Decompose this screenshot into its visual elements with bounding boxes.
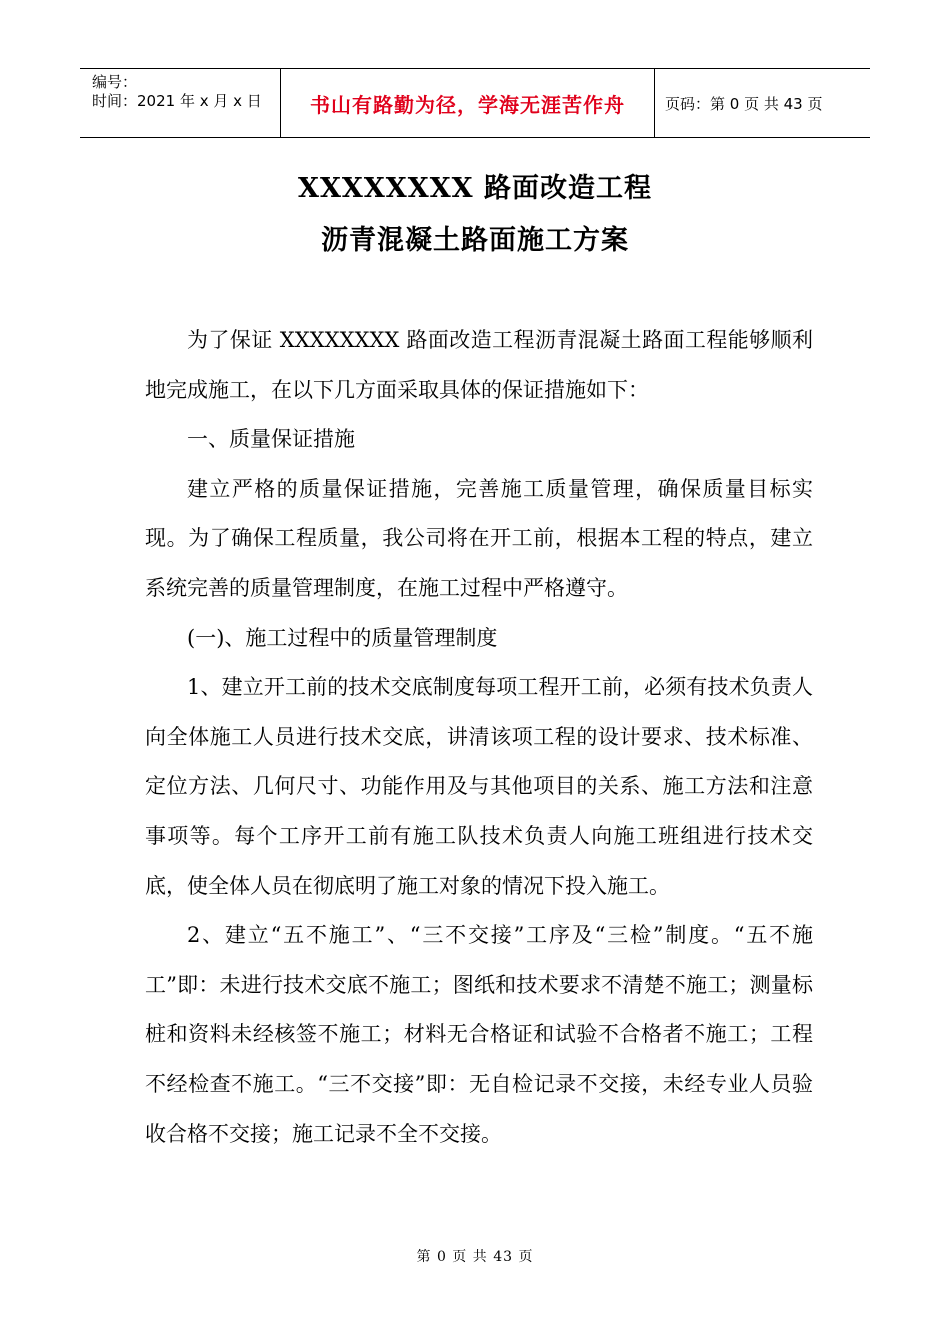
header-motto: 书山有路勤为径，学海无涯苦作舟 <box>310 92 625 117</box>
document-body <box>145 316 813 1159</box>
page-header <box>80 68 870 138</box>
paragraph-quality-system: 建立严格的质量保证措施，完善施工质量管理，确保质量目标实现。为了确保工程质量，我公司将在开工前，根据本工程的特点，建立系统完善的质量管理制度，在施工过程中严格遵守。 <box>145 476 813 600</box>
document-time-label: 时间：2021 年 x 月 x 日 <box>92 92 262 110</box>
document-title-line1: XXXXXXXX 路面改造工程 <box>298 173 652 204</box>
heading-construction-quality-management: (一)、施工过程中的质量管理制度 <box>187 625 498 650</box>
document-title-line2: 沥青混凝土路面施工方案 <box>321 225 629 256</box>
header-motto-cell <box>281 69 655 137</box>
paragraph-technical-briefing: 1、建立开工前的技术交底制度每项工程开工前，必须有技术负责人向全体施工人员进行技术交底，讲清该项工程的设计要求、技术标准、定位方法、几何尺寸、功能作用及与其他项目的关系、施工方法和注意事项等。每个工序开工前有施工队技术负责人向施工班组进行技术交底，使全体人员在彻底明了施工对象的情况下投入施工。 <box>145 675 813 898</box>
heading-quality-measures: 一、质量保证措施 <box>187 427 355 452</box>
paragraph-five-no-construction: 2、建立“五不施工”、“三不交接”工序及“三检”制度。“五不施工”即：未进行技术交底不施工；图纸和技术要求不清楚不施工；测量标桩和资料未经核签不施工；材料无合格证和试验不合格者不施工；工程不经检查不施工。“三不交接”即：无自检记录不交接，未经专业人员验收合格不交接；施工记录不全不交接。 <box>145 923 813 1146</box>
header-page-info-cell <box>655 69 870 137</box>
document-number-label: 编号： <box>92 73 138 91</box>
header-meta <box>80 69 281 137</box>
page-footer: 第 0 页 共 43 页 <box>416 1249 534 1265</box>
header-page-info: 页码：第 0 页 共 43 页 <box>665 94 823 113</box>
paragraph-intro: 为了保证 XXXXXXXX 路面改造工程沥青混凝土路面工程能够顺利地完成施工，在以下几方面采取具体的保证措施如下： <box>145 328 813 402</box>
